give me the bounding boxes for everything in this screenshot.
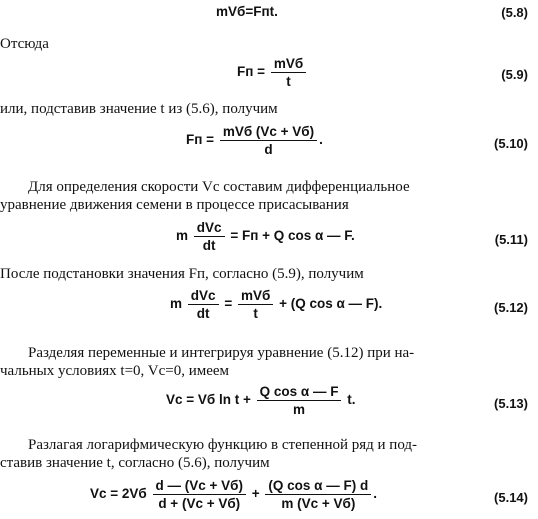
text-line: После подстановки значения Fп, согласно (5.9), получим bbox=[0, 266, 364, 282]
equation-lhs: Vс = Vб ln t + bbox=[166, 392, 251, 408]
equation-number: (5.12) bbox=[494, 300, 528, 315]
text-line: Разлагая логарифмическую функцию в степенной ряд и под- bbox=[28, 437, 418, 453]
equation-5-13: Vс = Vб ln t + $\frac{\text{Q cos α — F}}{m}$ t. (5.13) bbox=[166, 384, 528, 417]
fraction: $\frac{\text{mVб}}{t}$ bbox=[271, 56, 306, 89]
equation-body: mVб=Fпt. bbox=[216, 4, 278, 19]
equation-lhs: Fп = bbox=[186, 132, 215, 148]
equation-number: (5.9) bbox=[501, 67, 528, 82]
text-line: или, подставив значение t из (5.6), получим bbox=[0, 101, 278, 117]
text-line: уравнение движения семени в процессе присасывания bbox=[0, 197, 349, 213]
equation-number: (5.8) bbox=[501, 5, 528, 20]
equation-5-14: Vс = 2Vб $\frac{d — (Vс + Vб)}{d + (Vс + Vб)}$ + $\frac{\text{(Q cos α — F) d}}{m (Vс + Vб)}$ . (5.14) bbox=[90, 478, 528, 511]
equation-lhs: Vс = 2Vб bbox=[90, 486, 147, 502]
text-line: Отсюда bbox=[0, 36, 49, 52]
text-line: Разделяя переменные и интегрируя уравнение (5.12) при на- bbox=[28, 345, 415, 361]
fraction: $\frac{\text{dVс}}{dt}$ bbox=[194, 220, 225, 253]
equation-5-8 bbox=[0, 2, 538, 24]
equation-5-11: m $\frac{\text{dVс}}{dt}$ = Fп + Q cos α — F. (5.11) bbox=[176, 220, 528, 253]
text-line: Для определения скорости Vс составим дифференциальное bbox=[28, 179, 410, 195]
equation-5-12: m $\frac{\text{dVс}}{dt}$ = $\frac{\text{mVб}}{t}$ + (Q cos α — F). (5.12) bbox=[170, 288, 528, 321]
fraction: $\frac{d — (Vс + Vб)}{d + (Vс + Vб)}$ bbox=[153, 478, 246, 511]
equation-5-10: Fп = $\frac{\text{mVб (Vс + Vб)}}{d}$ . (5.10) bbox=[186, 124, 528, 157]
fraction: $\frac{\text{mVб (Vс + Vб)}}{d}$ bbox=[220, 124, 317, 157]
equation-number: (5.10) bbox=[494, 136, 528, 151]
equation-number: (5.13) bbox=[494, 396, 528, 411]
equation-number: (5.11) bbox=[494, 232, 528, 247]
fraction: $\frac{\text{dVс}}{dt}$ bbox=[188, 288, 219, 321]
text-line: чальных условиях t=0, Vс=0, имеем bbox=[0, 363, 230, 379]
fraction: $\frac{\text{(Q cos α — F) d}}{m (Vс + Vб)}$ bbox=[265, 478, 371, 511]
fraction: $\frac{\text{mVб}}{t}$ bbox=[238, 288, 273, 321]
equation-5-9 bbox=[0, 54, 538, 94]
equation-number: (5.14) bbox=[494, 490, 528, 505]
equation-lhs: Fп = bbox=[237, 64, 266, 80]
text-line: ставив значение t, согласно (5.6), получим bbox=[0, 455, 270, 471]
fraction: $\frac{\text{Q cos α — F}}{m}$ bbox=[257, 384, 342, 417]
